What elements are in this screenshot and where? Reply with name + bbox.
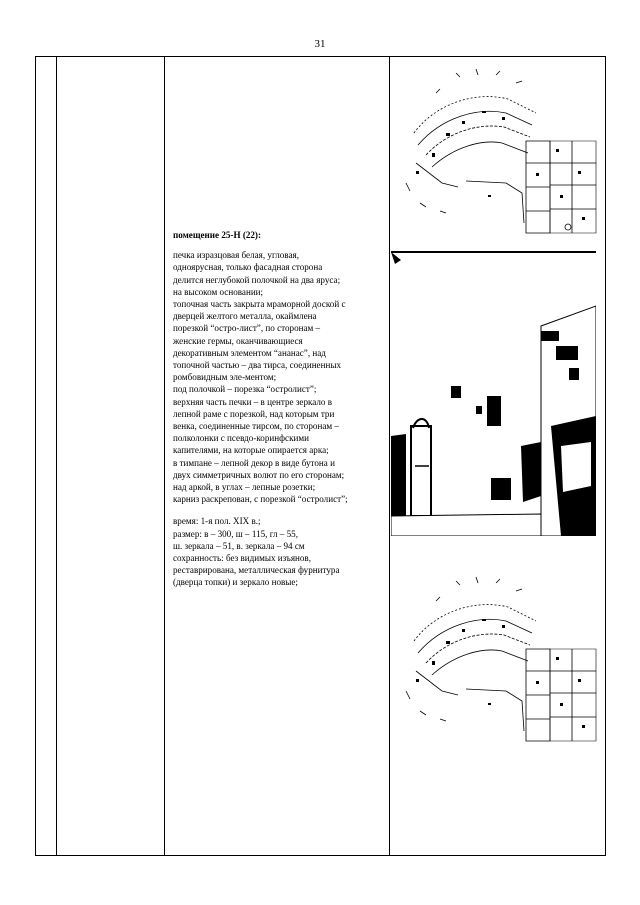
details-text [173,515,385,588]
description-line: двух симметричных волют по его сторонам; [173,469,345,480]
description-cell [173,229,385,589]
detail-line: размер: в – 300, ш – 115, гл – 55, [173,528,298,539]
inventory-table [35,56,606,856]
description-line: порезкой “остро-лист”, по сторонам – [173,323,321,334]
detail-line: сохранность: без видимых изъянов, [173,553,311,564]
detail-line: реставрирована, металлическая фурнитура [173,565,340,576]
description-line: печка изразцовая белая, угловая, [173,250,299,261]
floor-plan-image [396,63,600,237]
description-line: венка, соединенные тирсом, по сторонам – [173,421,339,432]
description-line: лепной раме с порезкой, над которым три [173,408,335,419]
description-line: полколонки с псевдо-коринфскими [173,433,309,444]
description-line: на высоком основании; [173,286,264,297]
description-line: одноярусная, только фасадная сторона [173,262,323,273]
description-line: женские гермы, оканчивающиеся [173,335,303,346]
stove-photo-image [391,246,596,536]
column-divider [164,57,165,855]
description-line: над аркой, в углах – лепные розетки; [173,482,316,493]
description-line: дверцей желтого металла, окаймлена [173,311,317,322]
description-line: под полочкой – порезка “остролист”; [173,384,317,395]
column-divider [389,57,390,855]
column-divider [56,57,57,855]
detail-line: время: 1-я пол. XIX в.; [173,516,261,527]
room-heading: помещение 25-Н (22): [173,230,261,240]
description-line: топочная часть закрыта мраморной доской с [173,299,346,310]
detail-line: (дверца топки) и зеркало новые; [173,577,298,588]
detail-line: ш. зеркала – 51, в. зеркала – 94 см [173,540,305,551]
description-line: карниз раскрепован, с порезкой “остролист”; [173,494,348,505]
description-line: капителями, на которые опирается арка; [173,445,329,456]
description-text [173,249,385,505]
description-line: декоративным элементом “ананас”, над [173,347,326,358]
description-line: в тимпане – лепной декор в виде бутона и [173,457,335,468]
description-line: делится неглубокой полочкой на два яруса; [173,274,341,285]
description-line: верхняя часть печки – в центре зеркало в [173,396,333,407]
page-number: 31 [314,38,326,50]
floor-plan-image [396,569,600,744]
description-line: топочной частью – два тирса, соединенных [173,360,341,371]
description-line: ромбовидным эле-ментом; [173,372,277,383]
